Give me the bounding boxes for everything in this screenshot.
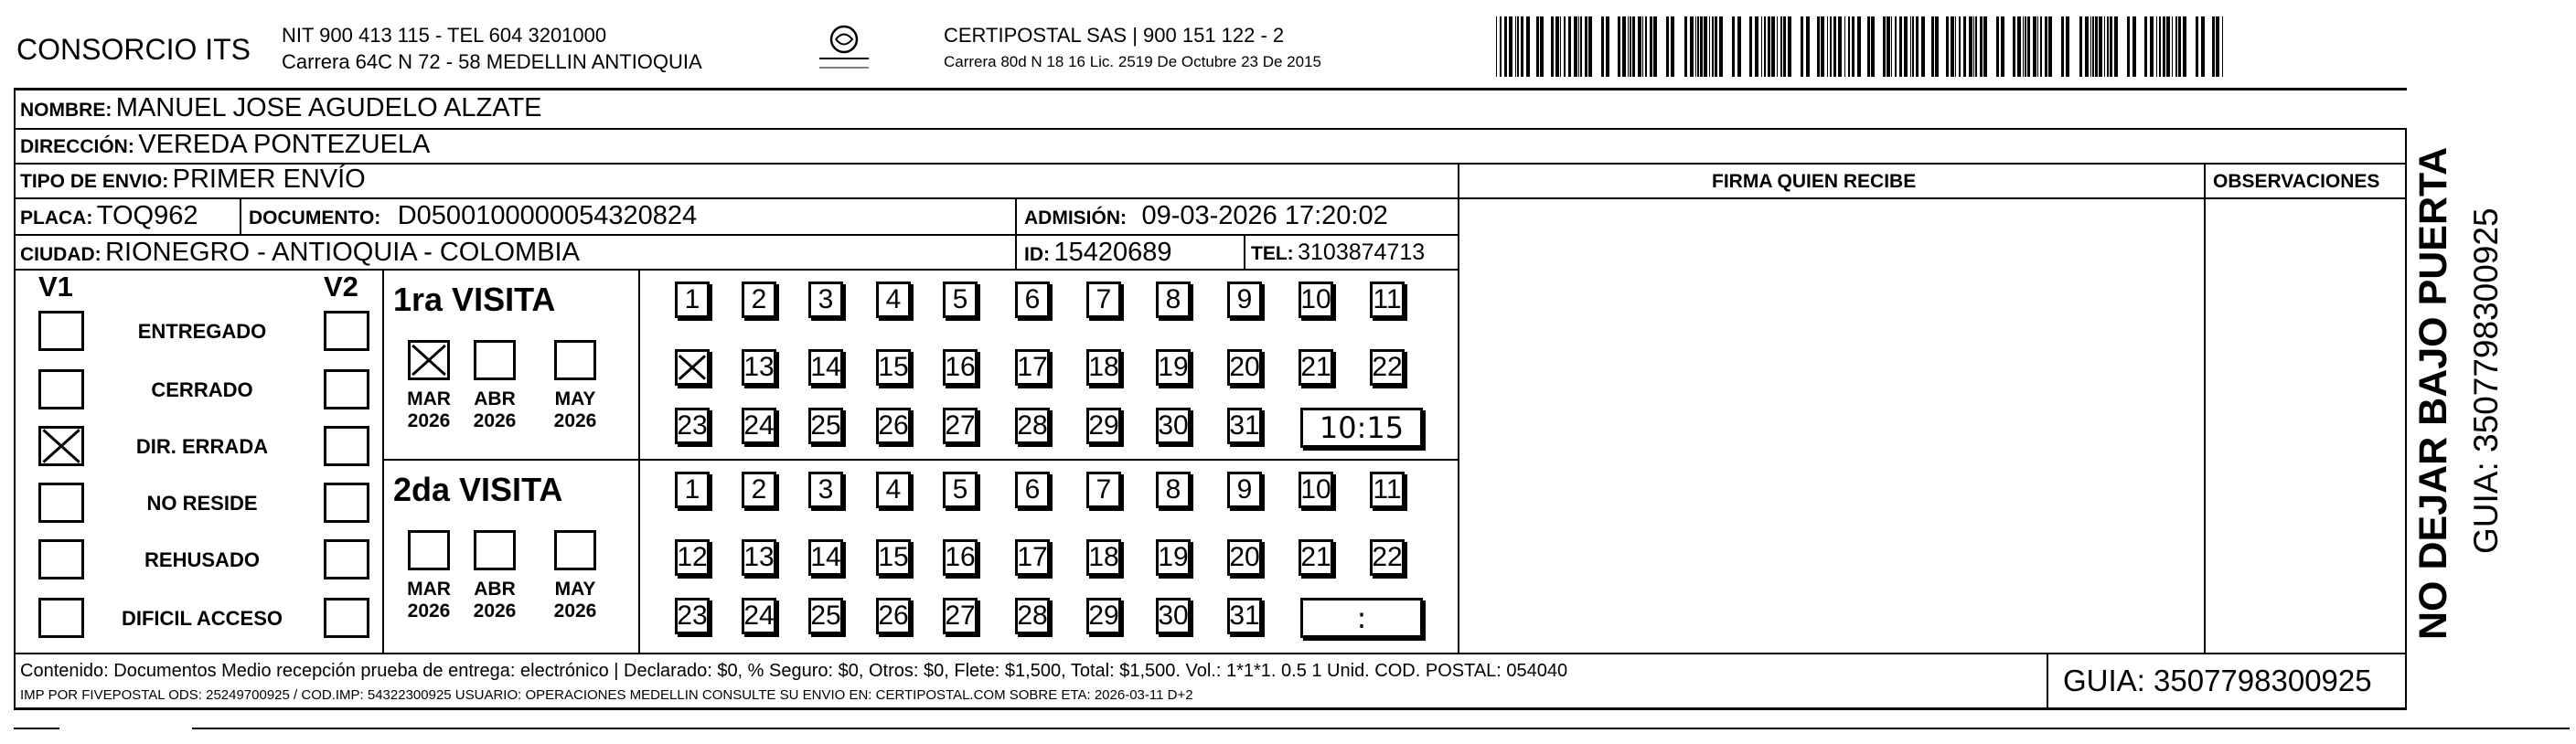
v2-checkbox[interactable] <box>324 426 369 466</box>
placa-label: PLACA: <box>20 207 93 229</box>
tel-row <box>1251 241 1425 264</box>
day-box[interactable]: 28 <box>1015 408 1050 444</box>
tel-label: TEL: <box>1251 243 1294 264</box>
direccion-value: VEREDA PONTEZUELA <box>138 130 431 159</box>
day-box[interactable]: 22 <box>1370 539 1405 576</box>
year-label: 2026 <box>473 410 517 431</box>
day-box[interactable]: 27 <box>943 408 978 444</box>
tipo-row <box>20 166 366 193</box>
day-box[interactable]: 21 <box>1299 349 1333 386</box>
month-checkbox[interactable] <box>408 340 450 380</box>
day-box[interactable]: 9 <box>1227 472 1262 508</box>
day-box[interactable]: 16 <box>943 539 978 576</box>
day-box[interactable]: 1 <box>675 282 710 318</box>
day-box[interactable]: 16 <box>943 349 978 386</box>
visit2-title: 2da VISITA <box>393 471 563 508</box>
day-box[interactable]: 21 <box>1299 539 1333 576</box>
id-label: ID: <box>1024 244 1050 265</box>
day-box[interactable]: 7 <box>1086 282 1121 318</box>
nombre-label: NOMBRE: <box>20 100 112 121</box>
day-box[interactable]: 26 <box>876 598 911 634</box>
v2-header: V2 <box>324 271 358 303</box>
tel-value: 3103874713 <box>1298 239 1426 265</box>
year-label: 2026 <box>407 601 451 622</box>
company-name: CONSORCIO ITS <box>16 33 251 66</box>
day-box[interactable]: 17 <box>1015 539 1050 576</box>
id-row <box>1024 239 1171 266</box>
day-box[interactable]: 27 <box>943 598 978 634</box>
v2-checkbox[interactable] <box>324 539 369 579</box>
carrier-address: Carrera 80d N 18 16 Lic. 2519 De Octubre 23 De 2015 <box>944 53 1321 70</box>
side-warning: NO DEJAR BAJO PUERTA <box>2411 146 2455 640</box>
v1-checkbox[interactable] <box>38 369 84 409</box>
certipostal-logo-icon <box>812 24 876 73</box>
v2-checkbox[interactable] <box>324 311 369 351</box>
day-box[interactable]: 18 <box>1086 349 1121 386</box>
footer-imp: IMP POR FIVEPOSTAL ODS: 25249700925 / COD.IMP: 54322300925 USUARIO: OPERACIONES MEDELLIN CONSULTE SU ENVIO EN: CERTIPOSTAL.COM SOBRE ETA: 2026-03-11 D+2 <box>20 687 1193 703</box>
day-box[interactable]: 1 <box>675 472 710 508</box>
footer-contenido: Contenido: Documentos Medio recepción prueba de entrega: electrónico | Declarado: $0, % Seguro: $0, Otros: $0, Flete: $1,500, Total: $1,500. Vol.: 1*1*1. 0.5 1 Unid. COD. POSTAL: 054040 <box>20 661 1568 681</box>
v1-checkbox[interactable] <box>38 598 84 638</box>
month-checkbox[interactable] <box>554 340 596 380</box>
ciudad-label: CIUDAD: <box>20 244 102 265</box>
year-label: 2026 <box>553 410 597 431</box>
day-box[interactable]: 6 <box>1015 472 1050 508</box>
day-box[interactable]: 12 <box>675 539 710 576</box>
direccion-row <box>20 132 430 158</box>
day-box[interactable]: 19 <box>1156 349 1191 386</box>
day-box[interactable]: 31 <box>1227 598 1262 634</box>
month-label: ABR <box>474 579 516 600</box>
firma-header: FIRMA QUIEN RECIBE <box>1712 171 1917 192</box>
day-box[interactable]: 29 <box>1086 408 1121 444</box>
ciudad-row <box>20 239 580 266</box>
day-box[interactable]: 13 <box>742 349 776 386</box>
tipo-label: TIPO DE ENVIO: <box>20 171 169 192</box>
nombre-value: MANUEL JOSE AGUDELO ALZATE <box>115 93 542 122</box>
v1-checkbox[interactable] <box>38 311 84 351</box>
day-box[interactable]: 8 <box>1156 282 1191 318</box>
day-box[interactable]: 13 <box>742 539 776 576</box>
v2-checkbox[interactable] <box>324 369 369 409</box>
month-checkbox[interactable] <box>554 530 596 570</box>
day-box[interactable]: 10 <box>1299 282 1333 318</box>
documento-row <box>249 203 697 229</box>
v1-header: V1 <box>38 271 73 303</box>
v1-checkbox[interactable] <box>38 426 84 466</box>
day-box[interactable]: 18 <box>1086 539 1121 576</box>
day-box[interactable]: 2 <box>742 282 776 318</box>
ciudad-value: RIONEGRO - ANTIOQUIA - COLOMBIA <box>105 238 580 267</box>
day-box[interactable]: 5 <box>943 472 978 508</box>
day-box[interactable]: 2 <box>742 472 776 508</box>
v1-checkbox[interactable] <box>38 483 84 523</box>
day-box[interactable]: 4 <box>876 472 911 508</box>
day-box[interactable]: 5 <box>943 282 978 318</box>
year-label: 2026 <box>473 601 517 622</box>
placa-value: TOQ962 <box>96 201 198 230</box>
day-box[interactable]: 14 <box>808 349 843 386</box>
day-box[interactable]: 17 <box>1015 349 1050 386</box>
documento-value: D0500100000054320824 <box>397 201 698 230</box>
admision-label: ADMISIÓN: <box>1024 207 1127 229</box>
day-box[interactable]: 10 <box>1299 472 1333 508</box>
time-box[interactable]: : <box>1300 598 1423 638</box>
status-label: DIFICIL ACCESO <box>121 607 283 630</box>
visit1-title: 1ra VISITA <box>393 281 556 318</box>
month-label: ABR <box>474 388 516 409</box>
day-box[interactable]: 4 <box>876 282 911 318</box>
month-label: MAY <box>554 388 596 409</box>
side-guia: GUIA: 3507798300925 <box>2467 207 2505 554</box>
day-box[interactable]: 15 <box>876 539 911 576</box>
footer-guia: GUIA: 3507798300925 <box>2063 664 2372 697</box>
month-label: MAR <box>407 388 451 409</box>
day-box[interactable]: 20 <box>1227 349 1262 386</box>
v2-checkbox[interactable] <box>324 483 369 523</box>
day-box[interactable]: 28 <box>1015 598 1050 634</box>
day-box[interactable]: 26 <box>876 408 911 444</box>
day-box[interactable]: 15 <box>876 349 911 386</box>
direccion-label: DIRECCIÓN: <box>20 136 134 157</box>
status-label: NO RESIDE <box>146 492 258 515</box>
barcode <box>1496 16 2228 77</box>
documento-label: DOCUMENTO: <box>249 207 381 229</box>
id-value: 15420689 <box>1053 238 1172 267</box>
month-label: MAY <box>554 579 596 600</box>
day-box[interactable]: 29 <box>1086 598 1121 634</box>
month-checkbox[interactable] <box>474 530 516 570</box>
day-box[interactable]: 6 <box>1015 282 1050 318</box>
day-box[interactable]: 3 <box>808 282 843 318</box>
v2-checkbox[interactable] <box>324 598 369 638</box>
day-box[interactable]: 20 <box>1227 539 1262 576</box>
day-box[interactable]: 19 <box>1156 539 1191 576</box>
status-label: DIR. ERRADA <box>135 435 269 458</box>
month-checkbox[interactable] <box>474 340 516 380</box>
day-box[interactable]: 23 <box>675 408 710 444</box>
status-label: CERRADO <box>151 378 253 401</box>
status-label: REHUSADO <box>144 548 260 571</box>
day-box[interactable]: 9 <box>1227 282 1262 318</box>
day-box[interactable]: 24 <box>742 598 776 634</box>
admision-row <box>1024 203 1388 229</box>
day-box[interactable]: 30 <box>1156 408 1191 444</box>
day-box[interactable]: 25 <box>808 408 843 444</box>
observaciones-header: OBSERVACIONES <box>2213 171 2380 192</box>
day-box[interactable]: 11 <box>1370 472 1405 508</box>
day-box[interactable]: 23 <box>675 598 710 634</box>
day-box[interactable]: 31 <box>1227 408 1262 444</box>
day-box[interactable]: 7 <box>1086 472 1121 508</box>
day-box[interactable]: 11 <box>1370 282 1405 318</box>
company-address: Carrera 64C N 72 - 58 MEDELLIN ANTIOQUIA <box>282 50 702 73</box>
day-box[interactable]: 8 <box>1156 472 1191 508</box>
day-box[interactable]: 25 <box>808 598 843 634</box>
day-box[interactable]: 24 <box>742 408 776 444</box>
day-box[interactable] <box>675 349 710 386</box>
month-label: MAR <box>407 579 451 600</box>
company-nit: NIT 900 413 115 - TEL 604 3201000 <box>282 24 607 47</box>
day-box[interactable]: 30 <box>1156 598 1191 634</box>
nombre-row <box>20 95 542 122</box>
day-box[interactable]: 22 <box>1370 349 1405 386</box>
status-label: ENTREGADO <box>137 320 267 343</box>
tipo-value: PRIMER ENVÍO <box>172 165 366 194</box>
carrier-info: CERTIPOSTAL SAS | 900 151 122 - 2 <box>944 24 1285 47</box>
time-box[interactable]: 10:15 <box>1300 408 1423 448</box>
admision-value: 09-03-2026 17:20:02 <box>1141 201 1388 230</box>
day-box[interactable]: 14 <box>808 539 843 576</box>
month-checkbox[interactable] <box>408 530 450 570</box>
v1-checkbox[interactable] <box>38 539 84 579</box>
year-label: 2026 <box>407 410 451 431</box>
year-label: 2026 <box>553 601 597 622</box>
day-box[interactable]: 3 <box>808 472 843 508</box>
placa-row <box>20 203 198 229</box>
